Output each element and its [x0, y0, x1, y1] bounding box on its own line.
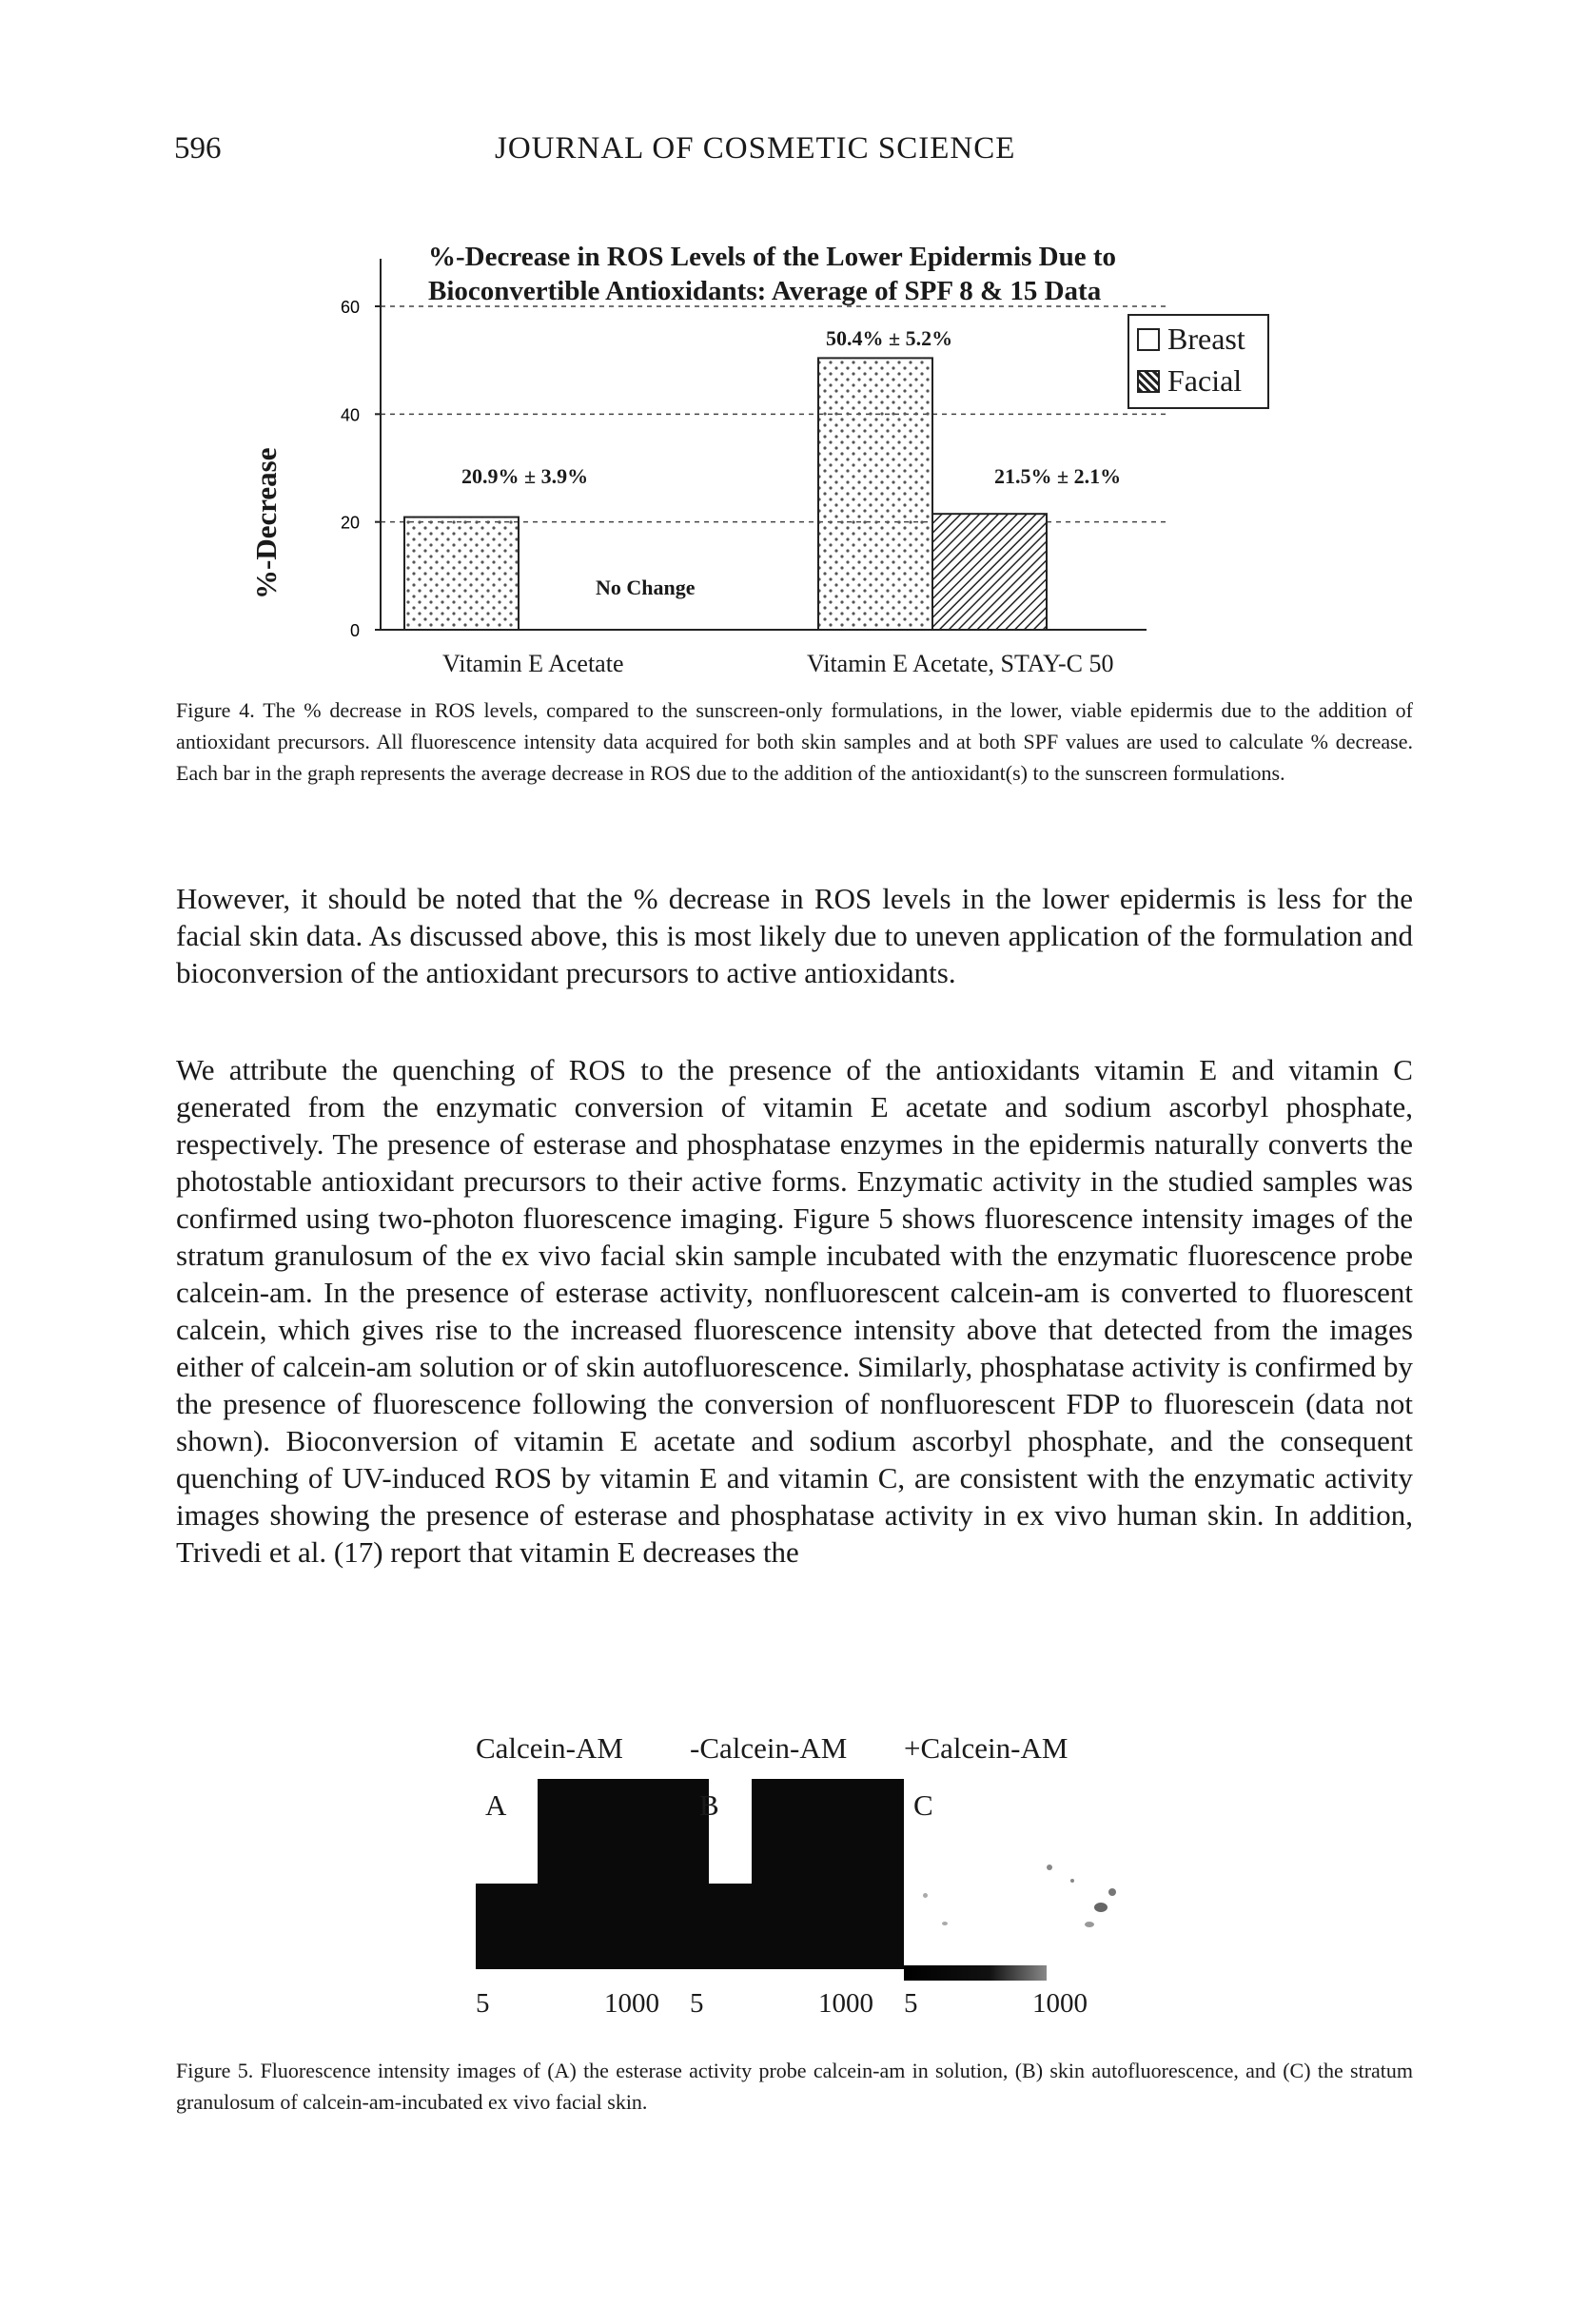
page-number: 596 — [174, 131, 222, 166]
panel-c-image — [904, 1779, 1137, 1983]
panel-b-scale-max: 1000 — [818, 1988, 873, 2019]
paragraph-2: We attribute the quenching of ROS to the presence of the antioxidants vitamin E and vitamin C generated from the enzymatic conversion of vitamin E acetate and sodium ascorbyl phosphate, respectively. The presence of esterase and phosphatase enzymes in the epidermis naturally converts the photostable antioxidant precursors to their active forms. Enzymatic activity in the studied samples was confirmed using two-photon fluorescence imaging. Figure 5 shows fluorescence intensity images of the stratum granulosum of the ex vivo facial skin sample incubated with the enzymatic fluorescence probe calcein-am. In the presence of esterase activity, nonfluorescent calcein-am is converted to fluorescent calcein, which gives rise to the increased fluorescence intensity above that detected from the images either of calcein-am solution or of skin autofluorescence. Similarly, phosphatase activity is confirmed by the presence of fluorescence following the conversion of nonfluorescent FDP to fluorescein (data not shown). Bioconversion of vitamin E acetate and sodium ascorbyl phosphate, and the consequent quenching of UV-induced ROS by vitamin E and vitamin C, are consistent with the enzymatic activity images showing the presence of esterase and phosphatase activity in ex vivo human skin. In addition, Trivedi et al. (17) report that vitamin E decreases the — [176, 1053, 1413, 1569]
panel-a-scale-min: 5 — [476, 1988, 490, 2019]
y-tick-label-60: 60 — [340, 298, 360, 317]
bar-facial-1 — [932, 514, 1047, 630]
panel-b-letter: B — [699, 1788, 719, 1822]
legend-label-facial: Facial — [1167, 363, 1243, 398]
legend-item-breast — [1137, 322, 1245, 357]
bar-breast-1 — [818, 358, 932, 630]
bar-label-facial-vitamin-e: No Change — [596, 576, 696, 599]
figure-4-caption-text: The % decrease in ROS levels, compared to the sunscreen-only formulations, in the lower, viable epidermis due to the addition of antioxidant precursors. All fluorescence intensity data acquired for both skin samples and at both SPF values are used to calculate % decrease. Each bar in the graph represents the average decrease in ROS due to the addition of the antioxidant(s) to the sunscreen formulations. — [176, 698, 1413, 785]
bar-label-breast-vitamin-e: 20.9% ± 3.9% — [461, 464, 589, 488]
legend-swatch-facial — [1137, 370, 1160, 393]
figure-4-caption-label: Figure 4. — [176, 698, 255, 722]
figure-5-caption-text: Fluorescence intensity images of (A) the esterase activity probe calcein-am in solution, (B) skin autofluorescence, and (C) the stratum granulosum of calcein-am-incubated ex vivo facial skin. — [176, 2059, 1414, 2114]
legend-label-breast: Breast — [1167, 322, 1245, 356]
panel-c-scale-min: 5 — [904, 1988, 918, 2019]
figure-5 — [438, 1731, 1218, 2045]
journal-title: JOURNAL OF COSMETIC SCIENCE — [495, 131, 1016, 166]
page-header — [0, 131, 1588, 179]
chart-legend — [1127, 314, 1269, 409]
figure-4-caption — [176, 694, 1413, 789]
bar-label-breast-vitamin-e-stay-c: 50.4% ± 5.2% — [826, 326, 953, 350]
figure-5-panel-a — [476, 1731, 723, 2026]
y-tick-label-40: 40 — [340, 405, 360, 425]
y-tick-label-20: 20 — [340, 513, 360, 533]
bar-breast-0 — [404, 518, 519, 630]
bar-label-facial-vitamin-e-stay-c: 21.5% ± 2.1% — [994, 464, 1122, 488]
panel-c-scale-max: 1000 — [1032, 1988, 1088, 2019]
figure-5-caption — [176, 2055, 1413, 2118]
panel-a-letter: A — [485, 1788, 507, 1822]
y-tick-label-0: 0 — [349, 621, 360, 640]
paragraph-1: However, it should be noted that the % decrease in ROS levels in the lower epidermis is less for the facial skin data. As discussed above, this is most likely due to uneven application of the formulation and bioconversion of the antioxidant precursors to active antioxidants. — [176, 882, 1413, 989]
panel-a-title: Calcein-AM — [476, 1731, 623, 1765]
panel-b-title: -Calcein-AM — [690, 1731, 848, 1765]
panel-a-image-base — [476, 1884, 709, 1969]
panel-a-scale-max: 1000 — [604, 1988, 659, 2019]
legend-swatch-breast — [1137, 328, 1160, 351]
legend-item-facial — [1137, 363, 1242, 399]
panel-c-title: +Calcein-AM — [904, 1731, 1068, 1765]
panel-c-letter: C — [913, 1788, 933, 1822]
figure-5-panel-c — [904, 1731, 1151, 2026]
chart-title: %-Decrease in ROS Levels of the Lower Epidermis Due to Bioconvertible Antioxidants: Average of SPF 8 & 15 Data — [428, 242, 1117, 306]
panel-b-image-base — [690, 1884, 923, 1969]
figure-5-caption-label: Figure 5. — [176, 2059, 254, 2082]
panel-c-colorbar — [904, 1965, 1047, 1981]
chart-y-axis-label: %-Decrease — [249, 447, 283, 599]
figure-5-panel-b — [690, 1731, 937, 2026]
figure-4-chart — [228, 228, 1313, 685]
panel-b-scale-min: 5 — [690, 1988, 704, 2019]
x-category-vitamin-e-stay-c: Vitamin E Acetate, STAY-C 50 — [807, 650, 1114, 677]
x-category-vitamin-e: Vitamin E Acetate — [442, 650, 624, 677]
